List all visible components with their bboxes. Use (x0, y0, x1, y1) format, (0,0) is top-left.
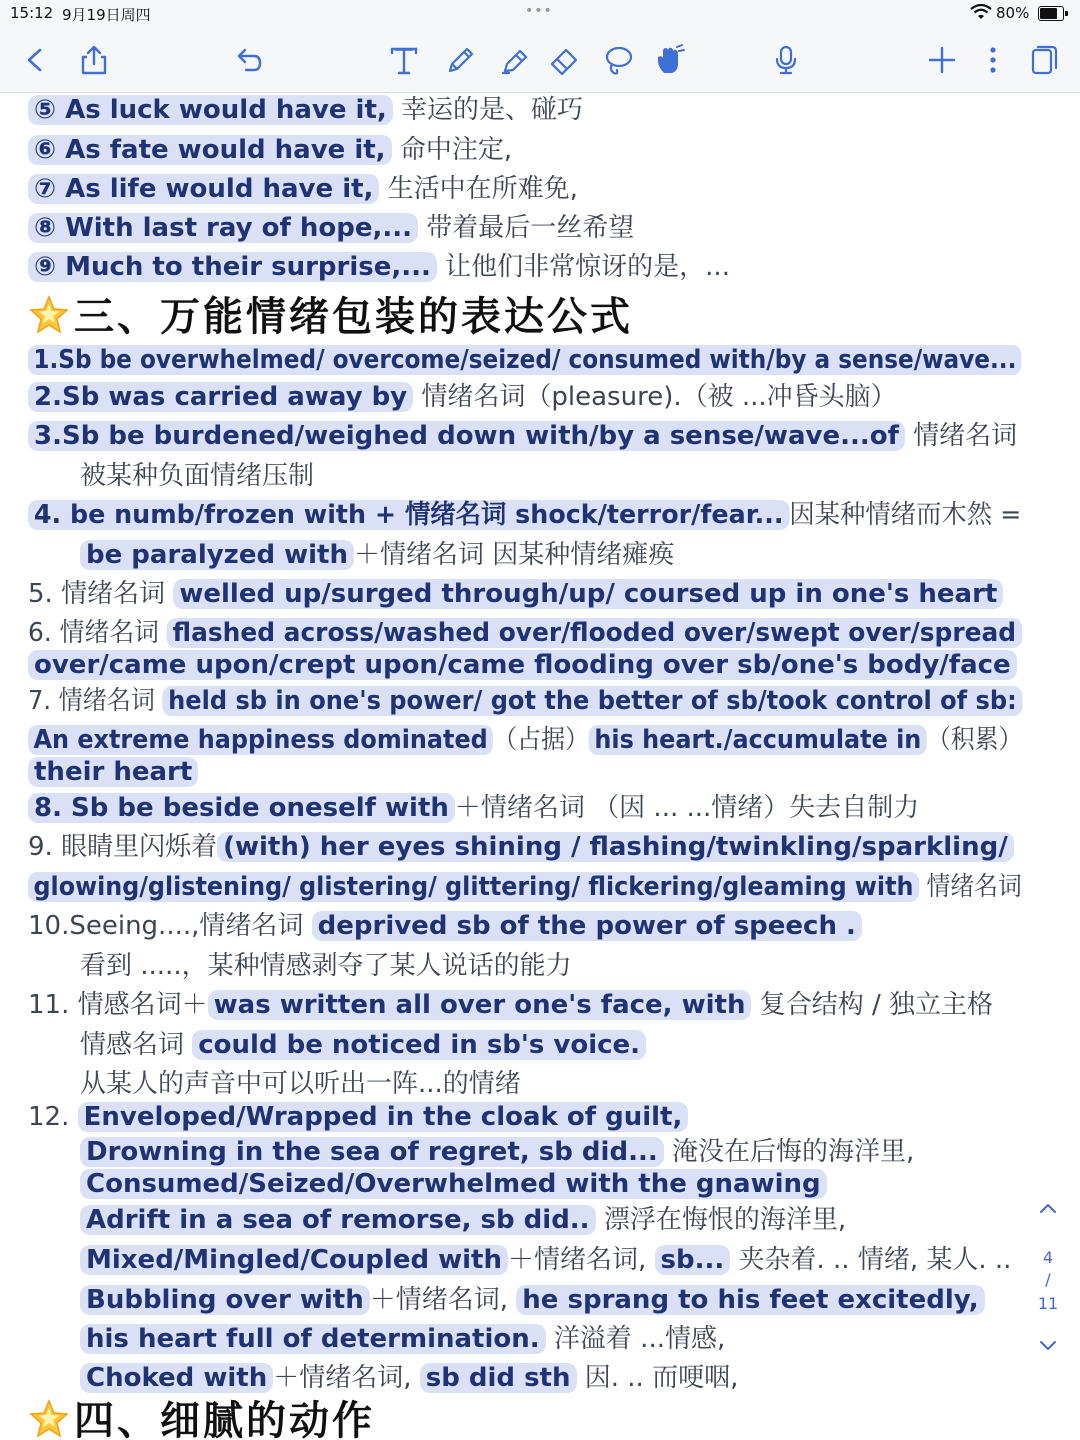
highlighted-phrase: 2.Sb was carried away by (28, 382, 413, 412)
note-line (80, 538, 674, 572)
note-line (80, 1283, 985, 1317)
note-line (80, 1361, 738, 1395)
chinese-gloss: ＋情绪名词, (273, 1363, 420, 1393)
highlighted-phrase: glowing/glistening/ glistering/ glittering/ flickering/gleaming with (28, 872, 919, 902)
note-line (80, 1028, 646, 1062)
note-line (28, 909, 862, 943)
toolbar (0, 28, 1080, 93)
note-line (28, 380, 897, 414)
highlighted-phrase: be paralyzed with (80, 540, 354, 570)
highlighted-phrase: his heart full of determination. (80, 1324, 546, 1354)
highlighted-phrase: he sprang to his feet excitedly, (516, 1285, 984, 1315)
star-icon (28, 1398, 70, 1440)
more-icon[interactable] (975, 42, 1011, 78)
battery-percent: 80% (996, 4, 1030, 22)
chinese-gloss: 被某种负面情绪压制 (80, 461, 315, 491)
battery-icon (1038, 6, 1064, 21)
add-icon[interactable] (924, 42, 960, 78)
highlighted-phrase: their heart (28, 757, 198, 787)
text-tool-icon[interactable] (386, 42, 422, 78)
note-line (28, 755, 198, 789)
highlighted-phrase: Enveloped/Wrapped in the cloak of guilt, (78, 1102, 689, 1132)
pages-icon[interactable] (1026, 42, 1062, 78)
note-line (28, 723, 1022, 757)
highlighted-phrase: was written all over one's face, with (208, 990, 752, 1020)
highlighted-phrase: 8. Sb be beside oneself with (28, 793, 455, 823)
highlighted-phrase: welled up/surged through/up/ coursed up in one's heart (173, 579, 1003, 609)
chinese-gloss: ＋情绪名词 （因 ... ...情绪）失去自制力 (454, 793, 920, 823)
chinese-gloss: 12. (28, 1102, 78, 1132)
note-line (28, 830, 1014, 864)
note-line (80, 1167, 827, 1201)
note-line (28, 577, 1003, 611)
chinese-gloss: 因. .. 而哽咽, (576, 1363, 739, 1393)
highlighted-phrase: An extreme happiness dominated (28, 725, 493, 755)
chinese-gloss: 夹杂着. .. 情绪, 某人. .. (730, 1245, 1012, 1275)
pen-icon[interactable] (442, 42, 478, 78)
note-page[interactable] (0, 93, 1080, 1440)
highlighted-phrase: ⑥ As fate would have it, (28, 135, 392, 165)
highlighted-phrase: flashed across/washed over/flooded over/swept over/spread (167, 618, 1022, 648)
chinese-gloss: 看到 .....，某种情感剥夺了某人说话的能力 (80, 951, 572, 981)
chinese-gloss: 5. 情绪名词 (28, 579, 174, 609)
chinese-gloss: ＋情绪名词 因某种情绪瘫痪 (353, 540, 675, 570)
note-line (28, 648, 1017, 682)
chinese-gloss: 情绪名词 (918, 872, 1022, 902)
note-line (80, 459, 314, 493)
highlighted-phrase: Choked with (80, 1363, 273, 1393)
highlighted-phrase: could be noticed in sb's voice. (192, 1030, 646, 1060)
eraser-icon[interactable] (546, 42, 582, 78)
note-line (28, 791, 919, 825)
current-page: 4 (1042, 1248, 1054, 1267)
highlighter-icon[interactable] (496, 42, 532, 78)
note-line (28, 684, 1022, 718)
chinese-gloss: ＋情绪名词, (508, 1245, 655, 1275)
note-line (80, 1135, 914, 1169)
note-line (28, 343, 1022, 377)
back-icon[interactable] (16, 42, 52, 78)
highlighted-phrase: sb... (655, 1245, 731, 1275)
chinese-gloss: 洋溢着 ...情感, (545, 1324, 726, 1354)
chinese-gloss: 情感名词 (80, 1030, 193, 1060)
note-line (28, 133, 512, 167)
note-line (28, 211, 634, 245)
highlighted-phrase: 3.Sb be burdened/weighed down with/by a sense/wave...of (28, 421, 905, 451)
section-heading (28, 1397, 375, 1440)
multitask-dots-icon[interactable]: ••• (525, 3, 553, 19)
highlighted-phrase: Drowning in the sea of regret, sb did... (80, 1137, 664, 1167)
highlighted-phrase: ⑦ As life would have it, (28, 174, 379, 204)
highlighted-phrase: ⑨ Much to their surprise,... (28, 252, 437, 282)
note-line (28, 93, 583, 127)
page-separator: / (1045, 1270, 1051, 1289)
microphone-icon[interactable] (768, 42, 804, 78)
chinese-gloss: 命中注定, (391, 135, 513, 165)
chinese-gloss: 情绪名词 (904, 421, 1018, 451)
note-line (28, 250, 730, 284)
wifi-icon (970, 4, 992, 24)
highlighted-phrase: 1.Sb be overwhelmed/ overcome/seized/ consumed with/by a sense/wave... (28, 345, 1022, 375)
chinese-gloss: （积累） (926, 725, 1023, 755)
note-line (28, 172, 578, 206)
hand-icon[interactable] (652, 42, 688, 78)
chinese-gloss: 7. 情绪名词 (28, 686, 163, 716)
highlighted-phrase: held sb in one's power/ got the better of sb/took control of sb: (163, 686, 1023, 716)
highlighted-phrase: Consumed/Seized/Overwhelmed with the gnawing (80, 1169, 827, 1199)
note-line (80, 1322, 725, 1356)
chinese-gloss: ＋情绪名词, (369, 1285, 517, 1315)
chinese-gloss: 带着最后一丝希望 (417, 213, 635, 243)
chinese-gloss: 漂浮在悔恨的海洋里, (595, 1205, 847, 1235)
chinese-gloss: 10.Seeing....,情绪名词 (28, 911, 312, 941)
note-line (28, 616, 1022, 650)
section-heading-text: 四、细腻的动作 (74, 1397, 375, 1440)
status-bar (0, 0, 1080, 28)
chinese-gloss: 生活中在所难免, (379, 174, 578, 204)
page-up-icon[interactable] (1028, 1200, 1068, 1219)
note-line (28, 498, 1021, 532)
status-date: 9月19日周四 (62, 6, 151, 24)
chinese-gloss: 淹没在后悔的海洋里, (663, 1137, 915, 1167)
status-time: 15:12 (10, 4, 54, 22)
highlighted-phrase: ⑧ With last ray of hope,... (28, 213, 418, 243)
highlighted-phrase: ⑤ As luck would have it, (28, 95, 393, 125)
section-heading-text: 三、万能情绪包装的表达公式 (74, 293, 633, 340)
note-line (28, 419, 1017, 453)
chinese-gloss: 情绪名词（pleasure).（被 ...冲昏头脑） (413, 382, 897, 412)
note-line (28, 988, 993, 1022)
chinese-gloss: 6. 情绪名词 (28, 618, 167, 648)
note-line (80, 1243, 1011, 1277)
chinese-gloss: 从某人的声音中可以听出一阵...的情绪 (80, 1069, 521, 1099)
highlighted-phrase: Adrift in a sea of remorse, sb did.. (80, 1205, 596, 1235)
chinese-gloss: 因某种情绪而木然 = (789, 500, 1022, 530)
highlighted-phrase: (with) her eyes shining / flashing/twinkling/sparkling/ (217, 832, 1014, 862)
note-line (28, 870, 1022, 904)
highlighted-phrase: deprived sb of the power of speech . (312, 911, 862, 941)
highlighted-phrase: over/came upon/crept upon/came flooding over sb/one's body/face (28, 650, 1017, 680)
highlighted-phrase: sb did sth (420, 1363, 577, 1393)
star-icon (28, 294, 70, 336)
page-down-icon[interactable] (1028, 1338, 1068, 1357)
page-indicator (1028, 1200, 1068, 1360)
note-line (28, 1100, 688, 1134)
highlighted-phrase: his heart./accumulate in (589, 725, 927, 755)
note-line (80, 1067, 521, 1101)
chinese-gloss: 11. 情感名词＋ (28, 990, 208, 1020)
section-heading (28, 293, 633, 341)
note-line (80, 1203, 846, 1237)
chinese-gloss: （占据） (493, 725, 589, 755)
chinese-gloss: 9. 眼睛里闪烁着 (28, 832, 218, 862)
undo-icon[interactable] (230, 42, 266, 78)
chinese-gloss: 让他们非常惊讶的是，... (436, 252, 730, 282)
total-pages: 11 (1037, 1294, 1059, 1313)
highlighted-phrase: 4. be numb/frozen with + 情绪名词 shock/terror/fear... (28, 500, 789, 530)
chinese-gloss: 复合结构 / 独立主格 (751, 990, 994, 1020)
note-line (80, 949, 572, 983)
highlighted-phrase: Bubbling over with (80, 1285, 370, 1315)
share-icon[interactable] (76, 42, 112, 78)
lasso-icon[interactable] (600, 42, 636, 78)
chinese-gloss: 幸运的是、碰巧 (392, 95, 584, 125)
highlighted-phrase: Mixed/Mingled/Coupled with (80, 1245, 508, 1275)
